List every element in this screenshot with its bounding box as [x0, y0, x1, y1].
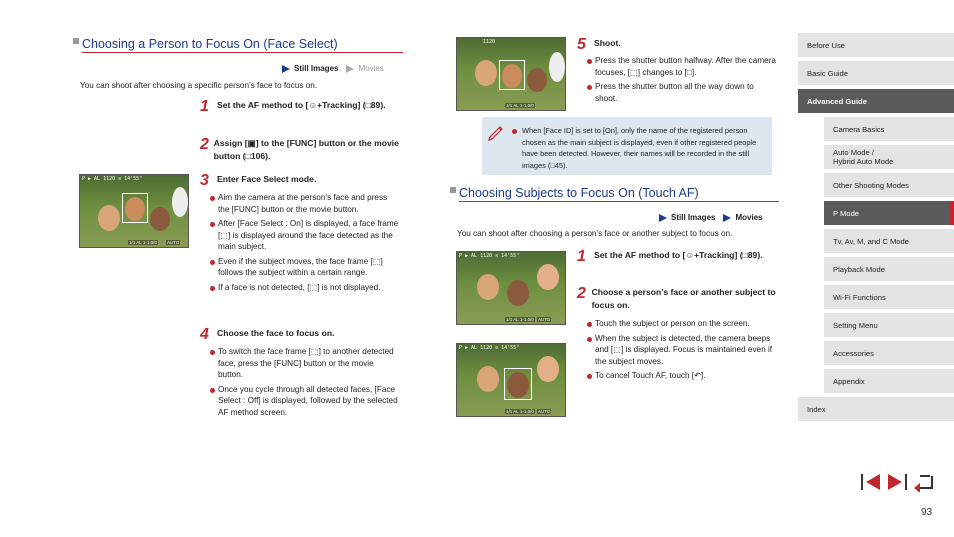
list-item: If a face is not detected, [⬚] is not displayed. [209, 282, 399, 294]
step-5: 5 Shoot. [577, 36, 621, 53]
focus-frame [499, 60, 525, 90]
list-item: Even if the subject moves, the face frame [⬚] follows the subject within a certain range. [209, 256, 399, 279]
nav-advanced-guide[interactable]: Advanced Guide [798, 89, 954, 113]
intro-text-2: You can shoot after choosing a person’s face or another subject to focus on. [457, 229, 733, 238]
nav-tv-av-m-c-mode[interactable]: Tv, Av, M, and C Mode [824, 229, 954, 253]
note-text: When [Face ID] is set to [On], only the name of the registered person chosen as the main subject is displayed, even if other registered people have been detected. However, their names will be recorded in the still images (□45). [512, 125, 766, 171]
mode-indicators [282, 64, 384, 73]
page-number: 93 [921, 507, 933, 518]
camera-screen-photo-1: P ▶ AL 1120 ≡ 14'55" 1/1 AL 1-1.0/0 AUTO [79, 174, 189, 248]
pencil-icon [488, 123, 506, 141]
mode-still: Still Images [282, 64, 338, 73]
intro-text: You can shoot after choosing a specific person’s face to focus on. [80, 81, 318, 90]
nav-accessories[interactable]: Accessories [824, 341, 954, 365]
nav-auto-mode[interactable]: Auto Mode / Hybrid Auto Mode [824, 145, 954, 169]
camera-screen-photo-4: P ▶ AL 1120 ≡ 14'55" 1/1 AL 1-1.0/0 AUTO [456, 343, 566, 417]
nav-appendix[interactable]: Appendix [824, 369, 954, 393]
list-item: To cancel Touch AF, touch [↶]. [586, 370, 776, 382]
movies-arrow-icon [346, 65, 354, 73]
camera-screen-photo-2: 1120 1/1 AL 1-1.0/0 [456, 37, 566, 111]
mode-movies: Movies [346, 64, 383, 73]
list-item: When the subject is detected, the camera beeps and [⬚] is displayed. Focus is maintained even if the subject moves. [586, 333, 776, 368]
step-4-bullets [209, 346, 399, 421]
step-2: 2 Assign [▣] to the [FUNC] button or the movie button (□106). [200, 136, 399, 161]
section-title-face-select: Choosing a Person to Focus On (Face Select) [73, 37, 403, 53]
nav-p-mode[interactable]: P Mode [824, 201, 954, 225]
list-item: After [Face Select : On] is displayed, a face frame [⬚] is displayed around the face detected as the main subject. [209, 218, 399, 253]
step-3-bullets [209, 192, 399, 296]
list-item: Press the shutter button all the way down to shoot. [586, 81, 776, 104]
nav-setting-menu[interactable]: Setting Menu [824, 313, 954, 337]
nav-playback-mode[interactable]: Playback Mode [824, 257, 954, 281]
touch-af-frame [504, 368, 532, 400]
nav-other-shooting-modes[interactable]: Other Shooting Modes [824, 173, 954, 197]
face-frame [122, 193, 148, 223]
nav-index[interactable]: Index [798, 397, 954, 421]
title-marker-icon [73, 38, 79, 44]
next-page-icon[interactable] [886, 472, 908, 497]
note-box [482, 117, 772, 175]
mode-still: Still Images [659, 213, 715, 222]
nav-wifi-functions[interactable]: Wi-Fi Functions [824, 285, 954, 309]
nav-basic-guide[interactable]: Basic Guide [798, 61, 954, 85]
touch-step-1: 1 Set the AF method to [☺+Tracking] (□89). [577, 248, 763, 265]
still-arrow-icon [659, 214, 667, 222]
list-item: Press the shutter button halfway. After the camera focuses, [⬚] changes to [□]. [586, 55, 776, 78]
camera-screen-photo-3: P ▶ AL 1120 ≡ 14'55" 1/1 AL 1-1.0/0 AUTO [456, 251, 566, 325]
list-item: Touch the subject or person on the screen. [586, 318, 776, 330]
title-marker-icon [450, 187, 456, 193]
list-item: Once you cycle through all detected faces, [Face Select : Off] is displayed, followed by the selected AF method screen. [209, 384, 399, 419]
chapter-nav [798, 33, 954, 425]
section-title-touch-af: Choosing Subjects to Focus On (Touch AF) [450, 186, 779, 202]
still-arrow-icon [282, 65, 290, 73]
nav-camera-basics[interactable]: Camera Basics [824, 117, 954, 141]
mode-movies: Movies [723, 213, 762, 222]
step-5-bullets [586, 55, 776, 107]
mode-indicators-2 [659, 213, 763, 222]
touch-step-2-bullets [586, 318, 776, 385]
nav-before-use[interactable]: Before Use [798, 33, 954, 57]
page-nav-buttons [860, 472, 934, 497]
touch-step-2: 2 Choose a person’s face or another subject to focus on. [577, 285, 776, 310]
step-4: 4 Choose the face to focus on. [200, 326, 335, 343]
prev-page-icon[interactable] [860, 472, 882, 497]
movies-arrow-icon [723, 214, 731, 222]
step-3: 3 Enter Face Select mode. [200, 172, 317, 189]
step-1: 1 Set the AF method to [☺+Tracking] (□89). [200, 98, 386, 115]
return-icon[interactable] [912, 472, 934, 497]
list-item: To switch the face frame [⬚] to another detected face, press the [FUNC] button or the movie button. [209, 346, 399, 381]
list-item: Aim the camera at the person’s face and press the [FUNC] button or the movie button. [209, 192, 399, 215]
